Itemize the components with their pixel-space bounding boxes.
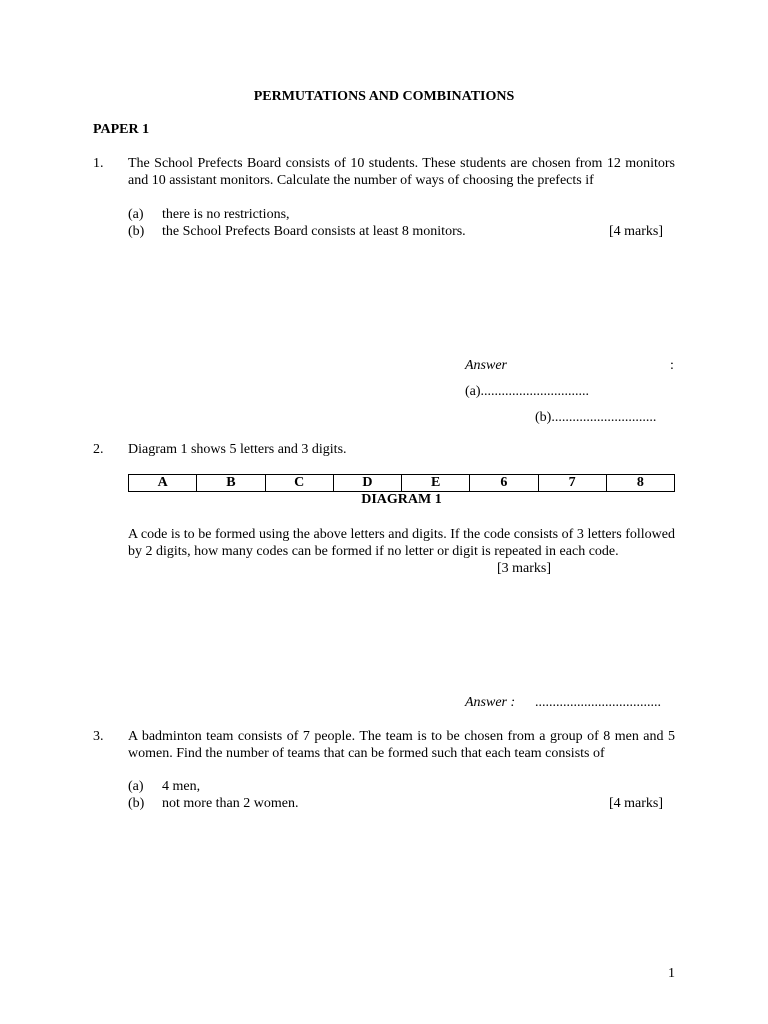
part-label: (b) — [128, 796, 145, 811]
diagram-cell: E — [402, 475, 470, 492]
part-label: (a) — [128, 207, 144, 222]
diagram-cell: B — [197, 475, 265, 492]
question-1-part-b — [128, 223, 466, 240]
question-1-answer-a[interactable]: (a)............................... — [465, 384, 590, 399]
question-1-answer-label: Answer — [465, 358, 507, 373]
question-3-marks: [4 marks] — [608, 796, 663, 811]
question-1-number: 1. — [93, 156, 104, 171]
question-3-part-b — [128, 795, 298, 812]
diagram-cell: C — [265, 475, 333, 492]
question-1-answer-b[interactable]: (b).............................. — [535, 410, 657, 425]
question-1-text: The School Prefects Board consists of 10 students. These students are chosen from 12 monitors and 10 assistant monitors. Calculate the number of ways of choosing the prefects if — [128, 156, 675, 188]
question-2-text: A code is to be formed using the above letters and digits. If the code consists of 3 letters followed by 2 digits, how many codes can be formed if no letter or digit is repeated in each code. — [128, 527, 675, 559]
paper-heading: PAPER 1 — [93, 122, 150, 137]
part-text: 4 men, — [162, 779, 201, 794]
question-2-answer-field[interactable]: .................................... — [535, 695, 661, 710]
part-text: not more than 2 women. — [162, 796, 299, 811]
diagram-cell: 8 — [606, 475, 674, 492]
question-2-number: 2. — [93, 442, 104, 457]
diagram-cell: D — [333, 475, 401, 492]
question-3-number: 3. — [93, 729, 104, 744]
question-3-part-a — [128, 778, 200, 795]
part-text: there is no restrictions, — [162, 207, 290, 222]
part-text: the School Prefects Board consists at least 8 monitors. — [162, 224, 466, 239]
diagram-cell: A — [129, 475, 197, 492]
part-label: (b) — [128, 224, 145, 239]
diagram-1-caption: DIAGRAM 1 — [361, 492, 442, 507]
question-1-answer-colon: : — [670, 358, 674, 373]
question-2-intro: Diagram 1 shows 5 letters and 3 digits. — [128, 442, 347, 457]
question-2-marks: [3 marks] — [497, 561, 552, 576]
page-number: 1 — [668, 966, 675, 981]
question-1-part-a — [128, 206, 290, 223]
diagram-cell: 7 — [538, 475, 606, 492]
diagram-cell: 6 — [470, 475, 538, 492]
diagram-1-table — [128, 474, 675, 492]
question-3-text: A badminton team consists of 7 people. The team is to be chosen from a group of 8 men and 5 women. Find the number of teams that can be formed such that each team consists of — [128, 729, 675, 761]
part-label: (a) — [128, 779, 144, 794]
question-1-marks: [4 marks] — [608, 224, 663, 239]
page-title: PERMUTATIONS AND COMBINATIONS — [253, 89, 515, 104]
question-2-answer-label: Answer : — [465, 695, 516, 710]
